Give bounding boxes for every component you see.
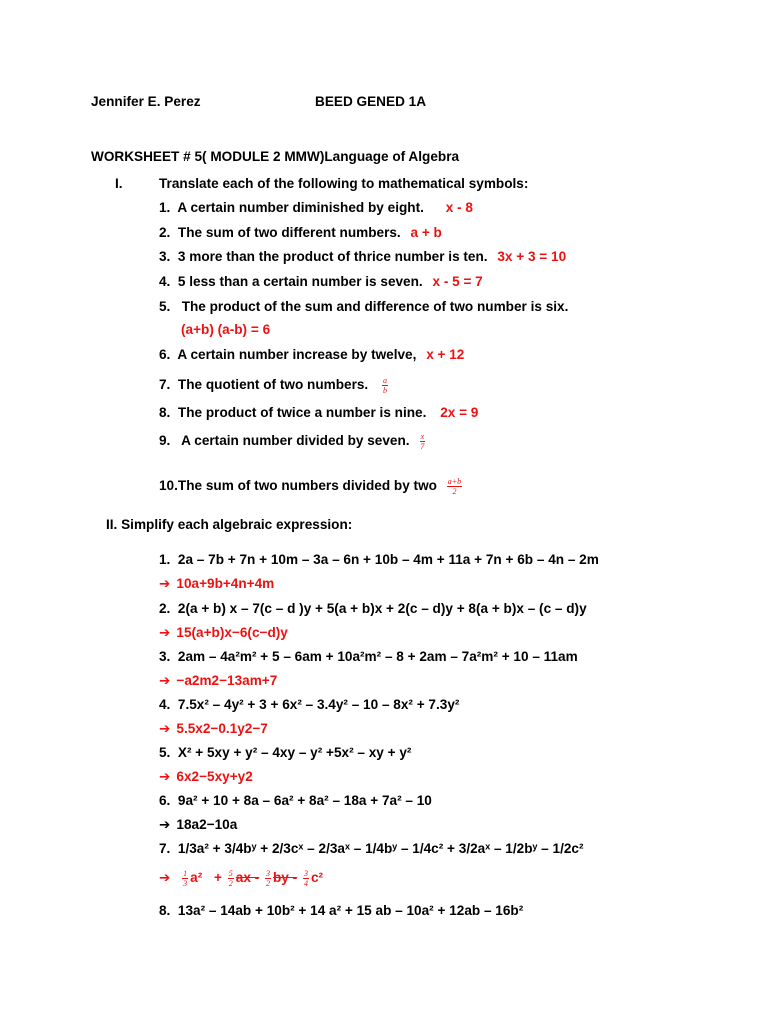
list-item: 5. The product of the sum and difference of two number is six. <box>159 299 569 314</box>
answer: 2x = 9 <box>440 405 479 420</box>
list-item: 1. 2a – 7b + 7n + 10m – 3a – 6n + 10b – 4m + 11a + 7n + 6b – 4n – 2m <box>159 552 599 567</box>
part1-numeral: I. <box>115 176 123 191</box>
answer-line: ➔ $\frac{1}{3}$ a² + $\frac{5}{2}$ ax - $\frac{3}{2}$ by - $\frac{3}{4}$ c² <box>159 868 324 888</box>
answer-line: ➔ 6x2−5xy+y2 <box>159 769 253 784</box>
list-item: 3. 3 more than the product of thrice number is ten. 3x + 3 = 10 <box>159 249 567 264</box>
part1-instruction: Translate each of the following to mathematical symbols: <box>159 176 529 191</box>
answer-line: ➔ 10a+9b+4n+4m <box>159 576 275 591</box>
list-item: 6. 9a² + 10 + 8a – 6a² + 8a² – 18a + 7a² – 10 <box>159 793 432 808</box>
list-item: 4. 5 less than a certain number is seven. x - 5 = 7 <box>159 274 483 289</box>
worksheet-title: WORKSHEET # 5( MODULE 2 MMW)Language of Algebra <box>91 149 460 164</box>
answer-line: ➔ 15(a+b)x−6(c−d)y <box>159 625 288 640</box>
answer: 3x + 3 = 10 <box>497 249 567 264</box>
list-item: 10.The sum of two numbers divided by two $\frac{a+b}{2}$ <box>159 476 462 496</box>
part2-heading: II. Simplify each algebraic expression: <box>106 517 353 532</box>
list-item: 9. A certain number divided by seven. $\frac{x}{7}$ <box>159 431 425 451</box>
right-arrow-icon: ➔ <box>159 673 171 688</box>
answer: x + 12 <box>426 347 465 362</box>
course-code: BEED GENED 1A <box>315 94 427 109</box>
list-item: 1. A certain number diminished by eight. x - 8 <box>159 200 473 215</box>
right-arrow-icon: ➔ <box>159 817 171 832</box>
list-item: 7. The quotient of two numbers. $\frac{a}{b}$ <box>159 375 387 395</box>
answer-fraction: $\frac{a+b}{2}$ <box>447 476 462 496</box>
answer-line: ➔ 18a2−10a <box>159 817 238 832</box>
answer-fraction: $\frac{x}{7}$ <box>420 431 425 451</box>
answer-line: ➔ 5.5x2−0.1y2−7 <box>159 721 268 736</box>
answer: x - 5 = 7 <box>432 274 483 289</box>
list-item: 5. X² + 5xy + y² – 4xy – y² +5x² – xy + y² <box>159 745 412 760</box>
answer: x - 8 <box>445 200 473 215</box>
list-item: 6. A certain number increase by twelve, x + 12 <box>159 347 465 362</box>
answer: a + b <box>410 225 442 240</box>
list-item: 3. 2am – 4a²m² + 5 – 6am + 10a²m² – 8 + 2am – 7a²m² + 10 – 11am <box>159 649 578 664</box>
right-arrow-icon: ➔ <box>159 576 171 591</box>
student-name: Jennifer E. Perez <box>91 94 201 109</box>
right-arrow-icon: ➔ <box>159 721 171 736</box>
list-item: 7. 1/3a² + 3/4bʸ + 2/3cˣ – 2/3aˣ – 1/4bʸ – 1/4c² + 3/2aˣ – 1/2bʸ – 1/2c² <box>159 841 584 856</box>
list-item: 4. 7.5x² – 4y² + 3 + 6x² – 3.4y² – 10 – 8x² + 7.3y² <box>159 697 460 712</box>
right-arrow-icon: ➔ <box>159 625 171 640</box>
right-arrow-icon: ➔ <box>159 870 171 885</box>
answer-line: ➔ −a2m2−13am+7 <box>159 673 278 688</box>
answer: (a+b) (a-b) = 6 <box>181 322 271 337</box>
right-arrow-icon: ➔ <box>159 769 171 784</box>
list-item: 2. 2(a + b) x – 7(c – d )y + 5(a + b)x + 2(c – d)y + 8(a + b)x – (c – d)y <box>159 601 587 616</box>
list-item: 8. The product of twice a number is nine. 2x = 9 <box>159 405 479 420</box>
list-item: 2. The sum of two different numbers. a + b <box>159 225 442 240</box>
answer-fraction: $\frac{a}{b}$ <box>383 375 387 395</box>
list-item: 8. 13a² – 14ab + 10b² + 14 a² + 15 ab – 10a² + 12ab – 16b² <box>159 903 524 918</box>
